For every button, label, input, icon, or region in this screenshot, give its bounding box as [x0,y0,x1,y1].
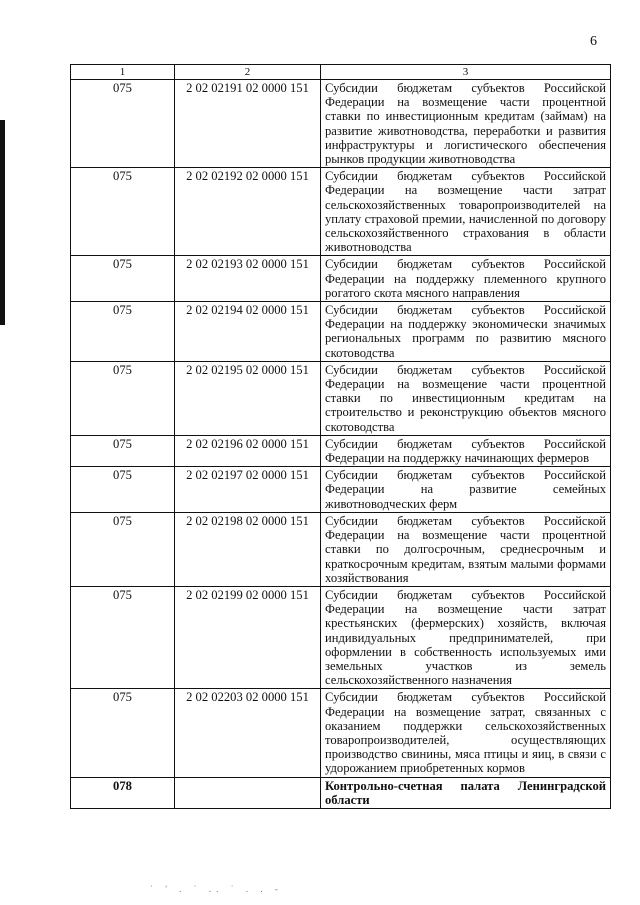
admin-code-cell: 075 [71,512,175,586]
admin-code-cell: 075 [71,586,175,688]
scan-specks: ˙ ' . ˙ .. ˙ . . - [150,884,283,894]
admin-code-cell: 075 [71,80,175,168]
budget-code-cell: 2 02 02196 02 0000 151 [175,435,321,466]
admin-code-cell: 075 [71,689,175,777]
admin-code-cell: 078 [71,777,175,808]
budget-code-cell: 2 02 02198 02 0000 151 [175,512,321,586]
budget-code-cell: 2 02 02197 02 0000 151 [175,467,321,513]
description-cell: Субсидии бюджетам субъектов Российской Федерации на возмещение части затрат крестьянских (фермерских) хозяйств, включая индивидуальных предпринимателей, при оформлении в собственность используемых ими земельных участков из земель сельскохозяйственного назначения [321,586,611,688]
scan-margin-bar [0,120,5,325]
budget-code-cell: 2 02 02193 02 0000 151 [175,256,321,302]
page-number: 6 [590,34,597,49]
table-row [71,168,611,256]
table-row [71,256,611,302]
budget-code-cell: 2 02 02191 02 0000 151 [175,80,321,168]
header-col-1: 1 [71,65,175,80]
budget-code-cell [175,777,321,808]
description-cell: Субсидии бюджетам субъектов Российской Федерации на возмещение затрат, связанных с оказанием поддержки сельскохозяйственных товаропроизводителей, осуществляющих производство свинины, мяса птицы и яиц, в связи с удорожанием приобретенных кормов [321,689,611,777]
budget-classification-table [70,64,611,809]
description-cell: Субсидии бюджетам субъектов Российской Федерации на возмещение части затрат сельскохозяйственных товаропроизводителей на уплату страховой премии, начисленной по договору сельскохозяйственного страхования в области животноводства [321,168,611,256]
description-cell: Субсидии бюджетам субъектов Российской Федерации на поддержку племенного крупного рогатого скота мясного направления [321,256,611,302]
table-row [71,435,611,466]
description-cell: Контрольно-счетная палата Ленинградской области [321,777,611,808]
header-col-2: 2 [175,65,321,80]
table-row [71,586,611,688]
admin-code-cell: 075 [71,256,175,302]
admin-code-cell: 075 [71,467,175,513]
budget-code-cell: 2 02 02199 02 0000 151 [175,586,321,688]
table-header-row [71,65,611,80]
budget-code-cell: 2 02 02195 02 0000 151 [175,361,321,435]
description-cell: Субсидии бюджетам субъектов Российской Федерации на поддержку экономически значимых региональных программ по развитию мясного скотоводства [321,302,611,362]
budget-code-cell: 2 02 02203 02 0000 151 [175,689,321,777]
admin-code-cell: 075 [71,168,175,256]
admin-code-cell: 075 [71,435,175,466]
description-cell: Субсидии бюджетам субъектов Российской Федерации на возмещение части процентной ставки по инвестиционным кредитам (займам) на развитие животноводства, переработки и развития инфраструктуры и логистического обеспечения рынков продукции животноводства [321,80,611,168]
table-row [71,512,611,586]
admin-code-cell: 075 [71,302,175,362]
table-row [71,302,611,362]
description-cell: Субсидии бюджетам субъектов Российской Федерации на возмещение части процентной ставки по инвестиционным кредитам на строительство и реконструкцию объектов мясного скотоводства [321,361,611,435]
description-cell: Субсидии бюджетам субъектов Российской Федерации на возмещение части процентной ставки по долгосрочным, среднесрочным и краткосрочным кредитам, взятым малыми формами хозяйствования [321,512,611,586]
budget-code-cell: 2 02 02192 02 0000 151 [175,168,321,256]
table-row [71,777,611,808]
header-col-3: 3 [321,65,611,80]
table-row [71,361,611,435]
table-row [71,467,611,513]
budget-code-cell: 2 02 02194 02 0000 151 [175,302,321,362]
description-cell: Субсидии бюджетам субъектов Российской Федерации на поддержку начинающих фермеров [321,435,611,466]
description-cell: Субсидии бюджетам субъектов Российской Федерации на развитие семейных животноводческих ферм [321,467,611,513]
table-row [71,80,611,168]
admin-code-cell: 075 [71,361,175,435]
table-row [71,689,611,777]
